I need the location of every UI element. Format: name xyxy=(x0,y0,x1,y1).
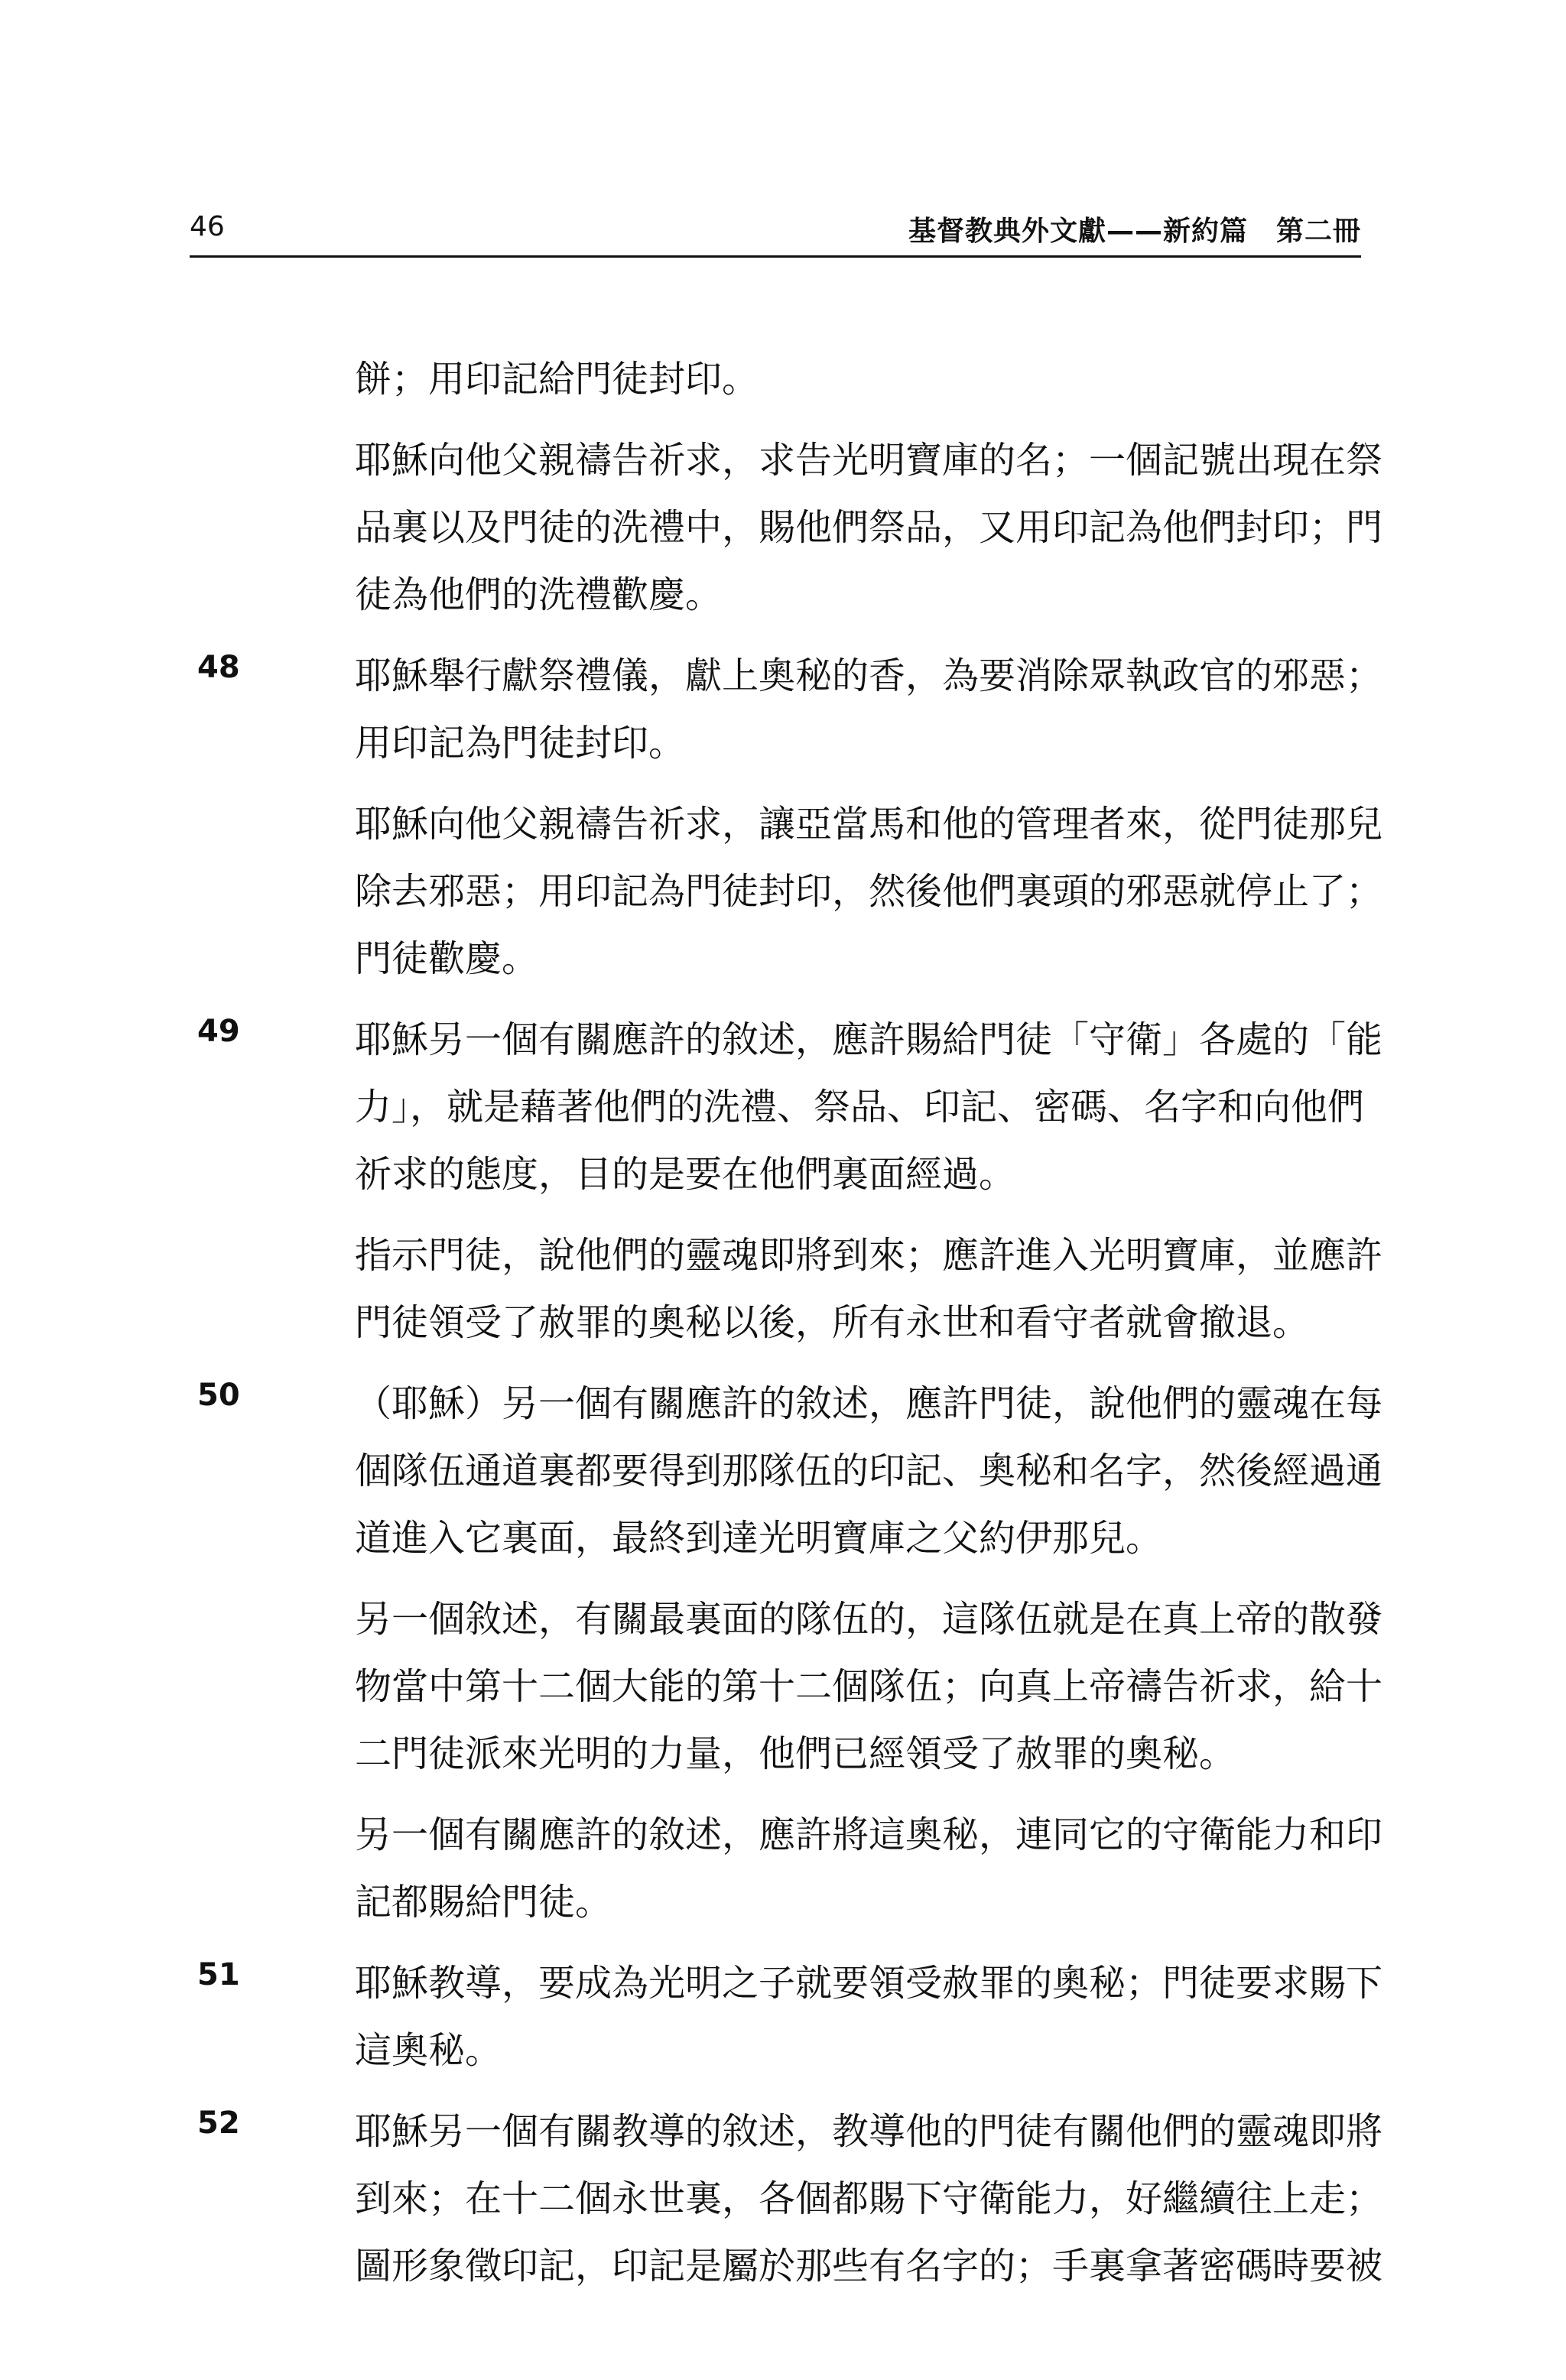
page-number: 46 xyxy=(190,211,225,242)
text-line: （耶穌）另一個有關應許的敘述，應許門徒，說他們的靈魂在每 xyxy=(355,1382,1383,1425)
text-line: 耶穌另一個有關教導的敘述，教導他的門徒有關他們的靈魂即將 xyxy=(355,2110,1383,2153)
verse-number: 51 xyxy=(197,1957,240,1992)
text-line: 二門徒派來光明的力量，他們已經領受了赦罪的奧秘。 xyxy=(355,1732,1236,1775)
text-line: 品裏以及門徒的洗禮中，賜他們祭品，又用印記為他們封印；門 xyxy=(355,506,1383,549)
text-line: 力」，就是藉著他們的洗禮、祭品、印記、密碼、名字和向他們 xyxy=(355,1086,1365,1128)
text-line: 祈求的態度，目的是要在他們裏面經過。 xyxy=(355,1153,1016,1196)
paragraph xyxy=(190,346,1361,413)
text-line: 圖形象徵印記，印記是屬於那些有名字的；手裏拿著密碼時要被 xyxy=(355,2245,1383,2287)
running-title: 基督教典外文獻——新約篇 第二冊 xyxy=(908,216,1361,247)
text-line: 另一個有關應許的敘述，應許將這奧秘，連同它的守衛能力和印 xyxy=(355,1813,1383,1856)
text-line: 個隊伍通道裏都要得到那隊伍的印記、奧秘和名字，然後經過通 xyxy=(355,1450,1383,1492)
page-body xyxy=(190,346,1383,2313)
paragraph xyxy=(190,1370,1383,1572)
text-line: 耶穌另一個有關應許的敘述，應許賜給門徒「守衛」各處的「能 xyxy=(355,1018,1383,1061)
text-line: 徒為他們的洗禮歡慶。 xyxy=(355,573,723,616)
paragraph xyxy=(190,642,1383,777)
paragraph xyxy=(190,1222,1383,1356)
text-line: 用印記為門徒封印。 xyxy=(355,722,686,765)
paragraph xyxy=(190,1006,1383,1208)
text-line: 門徒歡慶。 xyxy=(355,937,539,980)
verse-number: 52 xyxy=(197,2106,240,2141)
paragraph xyxy=(190,1801,1383,1936)
text-line: 指示門徒，說他們的靈魂即將到來；應許進入光明寶庫，並應許 xyxy=(355,1234,1383,1277)
paragraph xyxy=(190,791,1383,992)
text-line: 門徒領受了赦罪的奧秘以後，所有永世和看守者就會撤退。 xyxy=(355,1301,1310,1344)
text-line: 記都賜給門徒。 xyxy=(355,1881,612,1924)
text-line: 道進入它裏面，最終到達光明寶庫之父約伊那兒。 xyxy=(355,1517,1163,1560)
text-line: 耶穌教導，要成為光明之子就要領受赦罪的奧秘；門徒要求賜下 xyxy=(355,1962,1383,2005)
running-header xyxy=(190,206,1361,258)
verse-number: 50 xyxy=(197,1378,240,1413)
text-line: 耶穌向他父親禱告祈求，求告光明寶庫的名；一個記號出現在祭 xyxy=(355,439,1383,482)
paragraph xyxy=(190,1950,1383,2084)
text-line: 耶穌向他父親禱告祈求，讓亞當馬和他的管理者來，從門徒那兒 xyxy=(355,803,1383,846)
text-line: 到來；在十二個永世裏，各個都賜下守衛能力，好繼續往上走； xyxy=(355,2177,1383,2220)
text-line: 餅；用印記給門徒封印。 xyxy=(355,358,759,401)
text-line: 耶穌舉行獻祭禮儀，獻上奧秘的香，為要消除眾執政官的邪惡； xyxy=(355,654,1383,697)
text-line: 這奧秘。 xyxy=(355,2029,502,2072)
text-line: 除去邪惡；用印記為門徒封印，然後他們裏頭的邪惡就停止了； xyxy=(355,870,1383,913)
text-line: 另一個敘述，有關最裏面的隊伍的，這隊伍就是在真上帝的散發 xyxy=(355,1598,1383,1641)
text-line: 物當中第十二個大能的第十二個隊伍；向真上帝禱告祈求，給十 xyxy=(355,1665,1383,1708)
verse-number: 49 xyxy=(197,1014,240,1049)
paragraph xyxy=(190,1586,1383,1787)
verse-number: 48 xyxy=(197,650,240,685)
paragraph xyxy=(190,427,1383,628)
paragraph xyxy=(190,2098,1383,2300)
